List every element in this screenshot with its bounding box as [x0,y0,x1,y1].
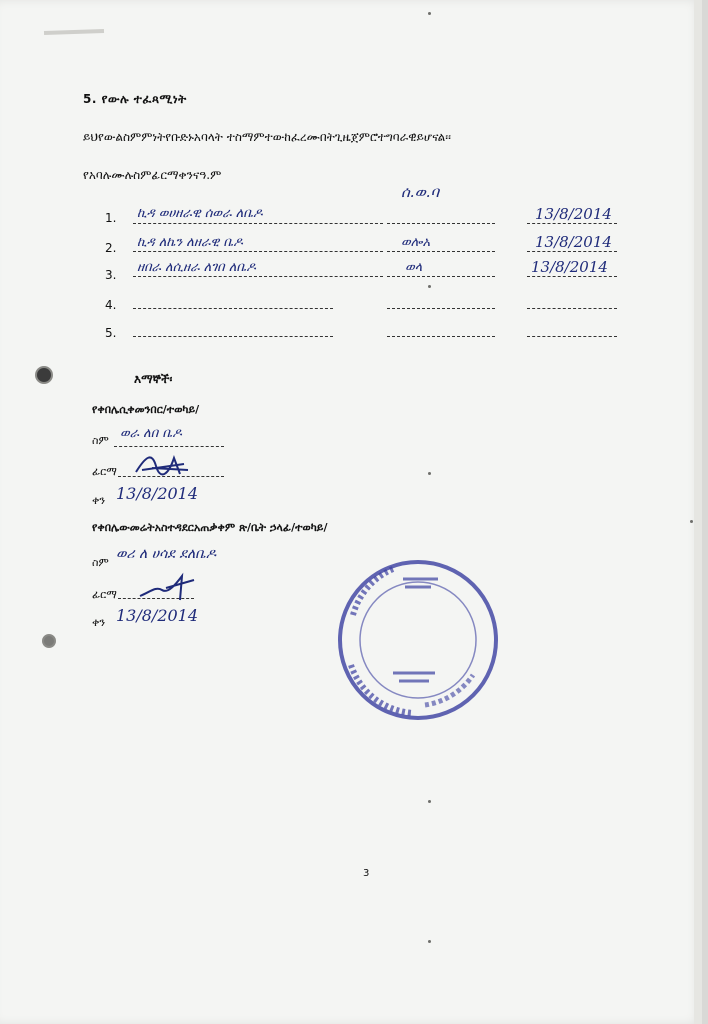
date-line [527,276,617,277]
row-number: 4. [105,298,117,312]
date-line [527,251,617,252]
signature-line [387,251,495,252]
member-row [105,258,625,284]
office-sign-label: ፊርማ [92,588,117,601]
name-line [133,336,333,337]
member-date: 13/8/2014 [535,233,612,251]
punch-hole [37,368,51,382]
chair-signature [132,448,192,480]
signature-line [387,223,495,224]
date-line [527,223,617,224]
member-signature: ሰ.ወ.ባ [401,183,440,201]
chair-name-label: ስም [92,434,109,447]
member-name: ኪዳ ወሀዘራዊ ሰወራ ለቤዶ [137,206,263,221]
office-signature [136,566,200,602]
name-line [133,308,333,309]
row-number: 3. [105,268,117,282]
office-date-value: 13/8/2014 [116,606,199,625]
signature-line [387,308,495,309]
punch-hole [44,636,54,646]
page-number: 3 [363,868,370,879]
row-number: 5. [105,326,117,340]
member-row [105,183,625,227]
date-line [527,336,617,337]
official-stamp [333,555,503,725]
chair-date-value: 13/8/2014 [116,484,199,503]
folded-corner [44,29,104,35]
kebele-chair-title: የቀበሌሲቀመንበር/ተወካይ/ [92,403,200,416]
row-number: 1. [105,211,117,225]
speck [428,285,431,288]
member-date: 13/8/2014 [531,258,608,276]
member-name: ዘበራ ለሲዘራ ለገበ ለቤዶ [137,260,256,275]
member-date: 13/8/2014 [535,205,612,223]
member-signature: ወሎአ [401,235,431,250]
chair-date-label: ቀን [92,494,106,507]
member-row [105,320,625,342]
speck [690,520,693,523]
office-name-value: ወሪ ለ ሀሳደ ደለቤዶ [116,546,216,562]
name-line [133,223,383,224]
member-row [105,292,625,314]
speck [428,472,431,475]
land-office-title: የቀበሌውመሬትአስተዳደርአጠቃቀም ጽ/ቤት ኃላፊ/ተወካይ/ [92,521,328,534]
speck [428,12,431,15]
signature-line [387,336,495,337]
member-signature: ወላ [405,260,423,275]
speck [428,800,431,803]
chair-sign-label: ፊርማ [92,465,117,478]
chair-name-line [114,446,224,447]
section-heading: 5. የውሉ ተፈጻሚነት [83,92,187,106]
members-intro: የአባሉሙሉስምፊርማቀንናዓ.ም [83,168,222,182]
date-line [527,308,617,309]
office-name-label: ስም [92,556,109,569]
page-edge [694,0,702,1024]
member-row [105,235,625,257]
chair-name-value: ወራ ለበ ቤዶ [120,426,182,441]
row-number: 2. [105,241,117,255]
witnesses-label: እማኞች፡ [134,372,173,386]
agreement-statement: ይህየውልስምምነትየቡድኑአባላት ተስማምተውከፈረሙበትጊዜጀምሮተግባራዊይሆናል፡፡ [83,130,451,144]
name-line [133,251,383,252]
name-line [133,276,383,277]
member-name: ኪዳ ለኬን ለዘራዊ ቤዶ [137,235,243,250]
speck [428,940,431,943]
signature-line [387,276,495,277]
office-date-label: ቀን [92,616,106,629]
